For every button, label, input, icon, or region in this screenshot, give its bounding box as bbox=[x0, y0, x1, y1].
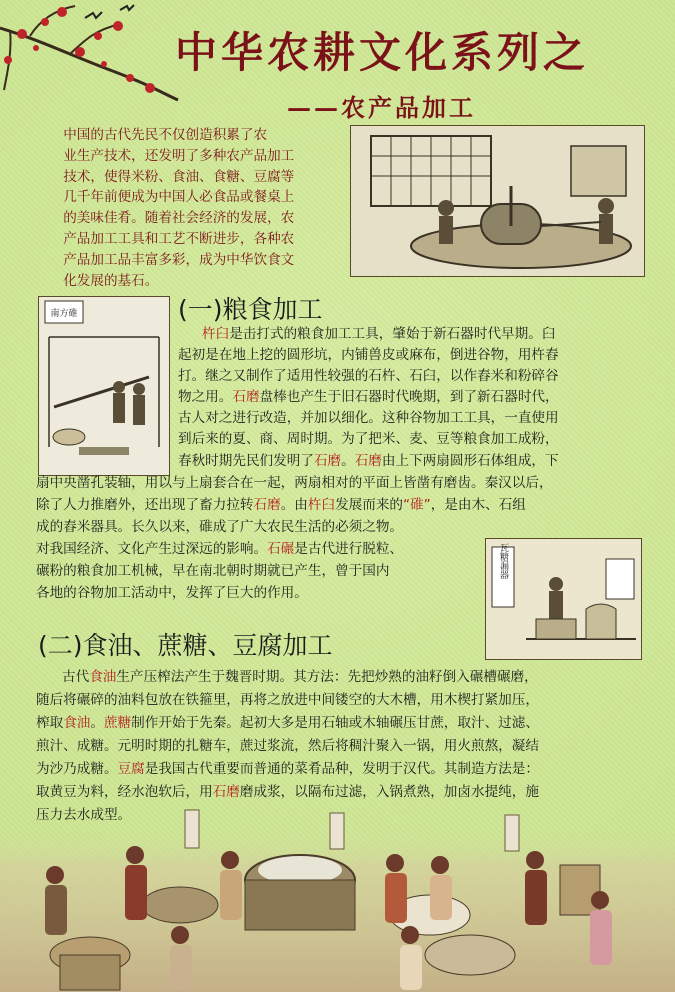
section1-line: 杵臼是击打式的粮食加工工具，肇始于新石器时代早期。臼 bbox=[202, 326, 556, 342]
section1-line: 各地的谷物加工活动中，发挥了巨大的作用。 bbox=[36, 585, 308, 601]
img2-caption: 南方碓 bbox=[50, 309, 78, 319]
rice-pounding-illustration bbox=[38, 296, 170, 476]
section1-line: 到后来的夏、商、周时期。为了把米、麦、豆等粮食加工成粉， bbox=[178, 431, 559, 447]
intro-line: 几千年前便成为中国人必食品或餐桌上 bbox=[63, 189, 295, 206]
workshop-painting bbox=[0, 805, 675, 992]
section1-line: 扇中央凿孔装轴，用以与上扇套合在一起，两扇相对的平面上皆凿有磨齿。秦汉以后， bbox=[36, 475, 553, 491]
intro-line: 产品加工工具和工艺不断进步，各种农 bbox=[63, 230, 295, 247]
section1-line: 起初是在地上挖的圆形坑，内铺兽皮或麻布，倒进谷物，用杵舂 bbox=[178, 347, 559, 363]
section2-line: 取黄豆为料，经水泡软后，用石磨磨成浆，以隔布过滤，入锅煮熟，加卤水提纯，施 bbox=[36, 784, 539, 800]
section1-heading: (一)粮食加工 bbox=[178, 295, 323, 324]
intro-paragraph bbox=[36, 125, 328, 291]
intro-line: 的美味佳肴。随着社会经济的发展，农 bbox=[63, 210, 295, 227]
section2-line: 煎汁、成糖。元明时期的扎糖车，蔗过浆流，然后将稠汁聚入一锅，用火煎熬，凝结 bbox=[36, 738, 539, 754]
section1-line: 古人对之进行改造，并加以细化。这种谷物加工工具，一直使用 bbox=[178, 410, 559, 426]
section1-line: 春秋时期先民们发明了石磨。石磨由上下两扇圆形石体组成，下 bbox=[178, 453, 559, 469]
section1-line: 物之用。石磨盘棒也产生于旧石器时代晚期，到了新石器时代， bbox=[178, 389, 559, 405]
intro-line: 技术，使得米粉、食油、食糖、豆腐等 bbox=[63, 168, 295, 185]
stone-roller-illustration bbox=[350, 125, 645, 277]
page-subtitle: ——农产品加工 bbox=[287, 93, 476, 122]
section1-line: 碾粉的粮食加工机械，早在南北朝时期就已产生，曾于国内 bbox=[36, 563, 390, 579]
section2-line: 压力去水成型。 bbox=[36, 807, 132, 823]
intro-line: 化发展的基石。 bbox=[63, 272, 159, 289]
section2-line: 榨取食油。蔗糖制作开始于先秦。起初大多是用石轴或木轴碾压甘蔗，取汁、过滤、 bbox=[36, 715, 539, 731]
section1-line: 成的舂米器具。长久以来，碓成了广大农民生活的必须之物。 bbox=[36, 519, 404, 535]
section2-heading: (二)食油、蔗糖、豆腐加工 bbox=[38, 631, 333, 660]
section2-line: 随后将碾碎的油料包放在铁箍里，再将之放进中间镂空的大木槽，用木楔打紧加压， bbox=[36, 692, 539, 708]
section1-line: 除了人力推磨外，还出现了畜力拉转石磨。由杵臼发展而来的“碓”，是由木、石组 bbox=[36, 497, 526, 513]
img3-caption: 瓦糖漏器 bbox=[498, 543, 508, 579]
section1-line: 对我国经济、文化产生过深远的影响。石碾是古代进行脱粒、 bbox=[36, 541, 404, 557]
section2-line: 古代食油生产压榨法产生于魏晋时期。其方法：先把炒熟的油籽倒入碾槽碾磨， bbox=[62, 669, 538, 685]
section1-line: 打。继之又制作了适用性较强的石杵、石臼，以作舂米和粉碎谷 bbox=[178, 368, 559, 384]
intro-line: 业生产技术，还发明了多种农产品加工 bbox=[63, 147, 295, 164]
page-title: 中华农耕文化系列之 bbox=[175, 28, 590, 77]
section2-line: 为沙乃成糖。豆腐是我国古代重要而普通的菜肴品种，发明于汉代。其制造方法是： bbox=[36, 761, 539, 777]
sugar-making-illustration bbox=[485, 538, 642, 660]
plum-blossom-decoration bbox=[0, 0, 180, 110]
intro-line: 产品加工品丰富多彩，成为中华饮食文 bbox=[63, 251, 295, 268]
intro-line: 中国的古代先民不仅创造积累了农 bbox=[63, 127, 268, 143]
